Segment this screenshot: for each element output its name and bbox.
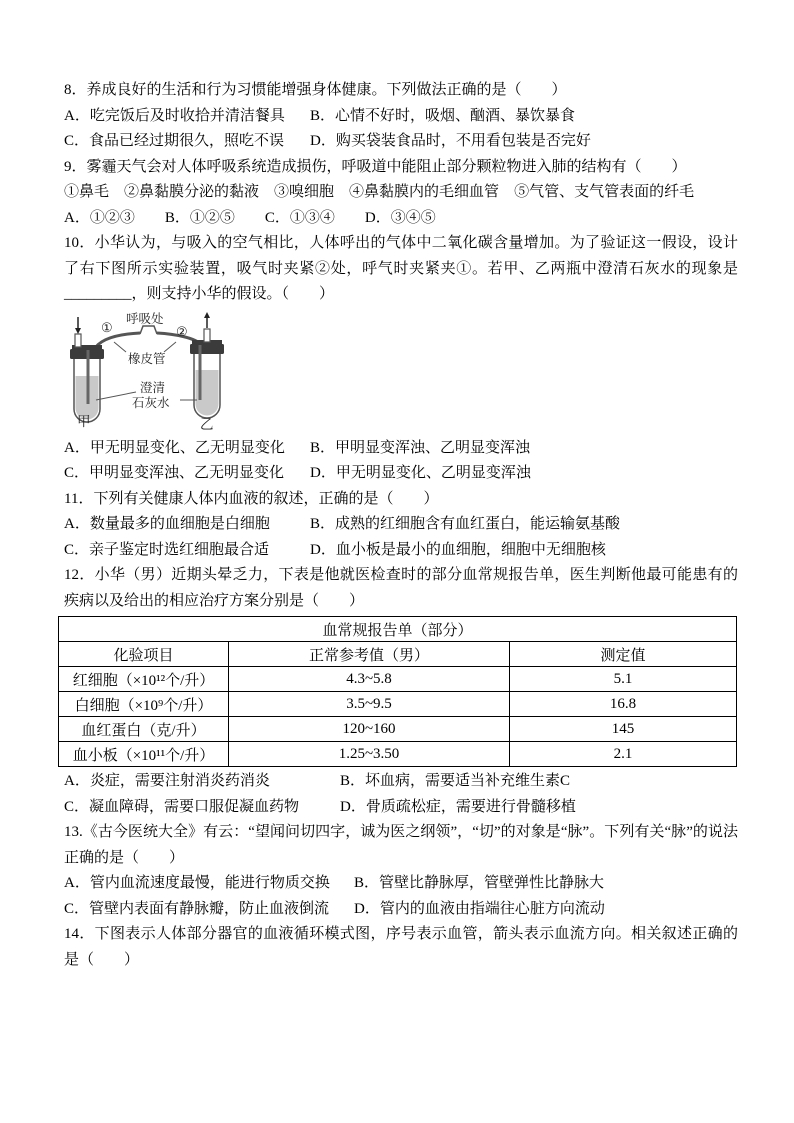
table-row — [59, 667, 737, 692]
question-8-option-c: C．食品已经过期很久，照吃不误 — [64, 133, 285, 149]
question-12-stem: 12．小华（男）近期头晕乏力，下表是他就医检查时的部分血常规报告单，医生判断他最可能患有的疾病以及给出的相应治疗方案分别是（ ） — [64, 567, 738, 609]
row-wbc-range: 3.5~9.5 — [229, 692, 510, 717]
question-9-options — [64, 206, 738, 232]
question-9-option-b: B．①②⑤ — [164, 209, 235, 226]
question-10-options-cd — [64, 461, 738, 487]
clip-2-label: ② — [176, 323, 188, 339]
question-8-option-a: A．吃完饭后及时收拾并清洁餐具 — [64, 107, 285, 124]
question-11-options-cd — [64, 538, 738, 564]
flask-yi-label: 乙 — [200, 416, 214, 432]
clip-1-label: ① — [101, 319, 113, 335]
question-10 — [64, 231, 738, 487]
question-12-option-b: B．坏血病，需要适当补充维生素C — [340, 773, 571, 789]
row-hemoglobin-item: 血红蛋白（克/升） — [59, 717, 229, 742]
question-13-option-d: D．管内的血液由指端往心脏方向流动 — [354, 900, 605, 917]
row-platelet-range: 1.25~3.50 — [229, 742, 510, 767]
question-8-options-ab — [64, 104, 738, 130]
header-test-item: 化验项目 — [59, 642, 229, 667]
flask-jia-label: 甲 — [77, 413, 91, 429]
question-13-options-cd — [64, 897, 738, 923]
question-13-options-ab — [64, 871, 738, 897]
question-12-option-d: D．骨质疏松症，需要进行骨髓移植 — [340, 798, 576, 815]
question-9-item-5: ⑤气管、支气管表面的纤毛 — [514, 184, 695, 200]
question-9-option-c: C．①③④ — [264, 209, 335, 226]
rubber-tube-leader-right — [164, 342, 176, 352]
limewater-label-line2: 石灰水 — [132, 395, 170, 410]
question-9-item-3: ③嗅细胞 — [274, 184, 335, 200]
flask-yi-outlet-tube — [204, 329, 210, 342]
row-platelet-item: 血小板（×10¹¹个/升） — [59, 742, 229, 767]
question-13-stem: 13.《古今医统大全》有云：“望闻问切四字，诚为医之纲领”，“切”的对象是“脉”。下列有关“脉”的说法正确的是（ ） — [64, 824, 738, 866]
rubber-tube-leader-left — [114, 342, 126, 352]
question-12-option-a: A．炎症，需要注射消炎药消炎 — [64, 773, 270, 789]
table-header-row — [59, 642, 737, 667]
row-wbc-value: 16.8 — [510, 692, 737, 717]
question-8-option-b: B．心情不好时，吸烟、酗酒、暴饮暴食 — [310, 107, 576, 124]
question-10-options-ab — [64, 436, 738, 462]
question-8-options-cd — [64, 129, 738, 155]
rubber-tube-label: 橡皮管 — [128, 351, 166, 366]
question-14 — [64, 922, 738, 973]
question-14-stem: 14．下图表示人体部分器官的血液循环模式图，序号表示血管，箭头表示血流方向。相关叙述正确的是（ ） — [64, 926, 738, 968]
question-13-option-a: A．管内血流速度最慢，能进行物质交换 — [64, 875, 330, 891]
table-row — [59, 742, 737, 767]
question-9-option-d: D．③④⑤ — [364, 209, 436, 226]
question-11 — [64, 487, 738, 564]
table-row — [59, 717, 737, 742]
flask-jia-inlet-tube — [75, 334, 81, 347]
question-9-option-a: A．①②③ — [64, 209, 135, 226]
question-9-stem: 9．雾霾天气会对人体呼吸系统造成损伤，呼吸道中能阻止部分颗粒物进入肺的结构有（ ） — [64, 158, 687, 175]
question-9 — [64, 155, 738, 232]
table-title: 血常规报告单（部分） — [59, 617, 737, 642]
question-12-options-ab — [64, 769, 738, 795]
question-11-stem: 11．下列有关健康人体内血液的叙述，正确的是（ ） — [64, 490, 439, 507]
question-9-item-1: ①鼻毛 — [64, 184, 110, 200]
question-9-item-4: ④鼻黏膜内的毛细血管 — [349, 184, 500, 200]
question-10-option-c: C．甲明显变浑浊、乙无明显变化 — [64, 465, 285, 481]
blood-report-table — [58, 616, 737, 767]
breath-point-label: 呼吸处 — [126, 311, 164, 326]
breathing-experiment-diagram — [64, 312, 738, 434]
question-9-item-2: ②鼻黏膜分泌的黏液 — [124, 184, 260, 200]
table-row — [59, 692, 737, 717]
header-normal-range: 正常参考值（男） — [229, 642, 510, 667]
question-8 — [64, 78, 738, 155]
question-8-stem: 8．养成良好的生活和行为习惯能增强身体健康。下列做法正确的是（ ） — [64, 82, 567, 98]
question-12-option-c: C．凝血障碍，需要口服促凝血药物 — [64, 798, 300, 815]
limewater-leader-left — [96, 392, 136, 400]
question-13 — [64, 820, 738, 922]
question-10-stem: 10．小华认为，与吸入的空气相比，人体呼出的气体中二氧化碳含量增加。为了验证这一假设，设计了右下图所示实验装置，吸气时夹紧②处，呼气时夹紧夹①。若甲、乙两瓶中澄清石灰水的现象是_________，则支持小华的假设。（ ） — [64, 235, 738, 302]
limewater-label-line1: 澄清 — [140, 380, 166, 395]
question-11-option-a: A．数量最多的血细胞是白细胞 — [64, 516, 270, 532]
row-rbc-value: 5.1 — [510, 667, 737, 692]
question-11-option-b: B．成熟的红细胞含有血红蛋白，能运输氨基酸 — [310, 516, 621, 532]
header-measured-value: 测定值 — [510, 642, 737, 667]
question-11-options-ab — [64, 512, 738, 538]
row-hemoglobin-range: 120~160 — [229, 717, 510, 742]
question-10-option-a: A．甲无明显变化、乙无明显变化 — [64, 439, 285, 456]
question-13-option-c: C．管壁内表面有静脉瓣，防止血液倒流 — [64, 900, 330, 917]
air-in-arrowhead-icon — [75, 328, 81, 334]
question-11-option-c: C．亲子鉴定时选红细胞最合适 — [64, 541, 270, 558]
question-10-option-d: D．甲无明显变化、乙明显变浑浊 — [310, 465, 531, 481]
row-wbc-item: 白细胞（×10⁹个/升） — [59, 692, 229, 717]
question-12-options-cd — [64, 795, 738, 821]
question-9-numbered-items — [64, 180, 738, 206]
flask-yi-stopper — [190, 344, 224, 354]
question-13-option-b: B．管壁比静脉厚，管壁弹性比静脉大 — [354, 875, 605, 891]
mouthpiece-icon — [140, 326, 157, 334]
apparatus-illustration — [64, 312, 240, 434]
air-out-arrowhead-icon — [204, 312, 210, 318]
question-8-option-d: D．购买袋装食品时，不用看包装是否完好 — [310, 133, 591, 149]
table-title-row — [59, 617, 737, 642]
row-rbc-range: 4.3~5.8 — [229, 667, 510, 692]
question-10-option-b: B．甲明显变浑浊、乙明显变浑浊 — [310, 439, 531, 456]
row-rbc-item: 红细胞（×10¹²个/升） — [59, 667, 229, 692]
question-11-option-d: D．血小板是最小的血细胞，细胞中无细胞核 — [310, 541, 606, 558]
question-12 — [64, 563, 738, 820]
row-platelet-value: 2.1 — [510, 742, 737, 767]
row-hemoglobin-value: 145 — [510, 717, 737, 742]
